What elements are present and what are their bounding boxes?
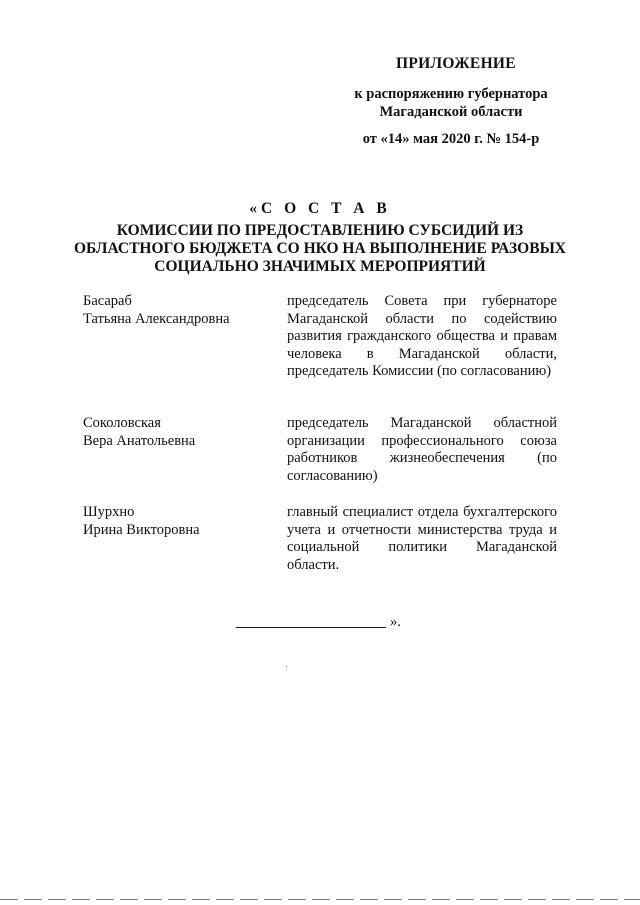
scan-speck xyxy=(286,666,287,667)
member-surname: Шурхно xyxy=(83,504,135,520)
appendix-title: ПРИЛОЖЕНИЕ xyxy=(396,55,516,72)
member-name xyxy=(83,504,283,539)
appendix-date-number: от «14» мая 2020 г. № 154-р xyxy=(362,131,540,147)
member-name xyxy=(83,293,283,328)
commission-heading xyxy=(40,222,600,276)
heading-line: СОЦИАЛЬНО ЗНАЧИМЫХ МЕРОПРИЯТИЙ xyxy=(154,258,486,275)
appendix-region: Магаданской области xyxy=(379,104,523,120)
closing-rule xyxy=(236,627,386,628)
composition-label: «С О С Т А В xyxy=(249,200,391,217)
member-given-names: Вера Анатольевна xyxy=(83,432,196,449)
scan-edge-line xyxy=(0,899,640,900)
member-role: председатель Совета при губернаторе Магаданской области по содействию развития гражданского общества и правам человека в Магаданской области, председатель Комиссии (по согласованию) xyxy=(287,293,557,379)
member-name xyxy=(83,415,283,450)
heading-line: КОМИССИИ ПО ПРЕДОСТАВЛЕНИЮ СУБСИДИЙ ИЗ xyxy=(116,222,524,239)
closing-quote-mark: ». xyxy=(390,614,401,630)
heading-line: ОБЛАСТНОГО БЮДЖЕТА СО НКО НА ВЫПОЛНЕНИЕ РАЗОВЫХ xyxy=(74,240,566,257)
member-given-names: Ирина Викторовна xyxy=(83,521,200,538)
member-role: главный специалист отдела бухгалтерского учета и отчетности министерства труда и социальной политики Магаданской области. xyxy=(287,504,557,573)
member-role: председатель Магаданской областной организации профессионального союза работников жизнеобеспечения (по согласованию) xyxy=(287,415,557,484)
member-surname: Басараб xyxy=(83,293,132,309)
appendix-order-ref: к распоряжению губернатора xyxy=(354,86,548,102)
member-given-names: Татьяна Александровна xyxy=(83,310,230,327)
member-surname: Соколовская xyxy=(83,415,161,431)
